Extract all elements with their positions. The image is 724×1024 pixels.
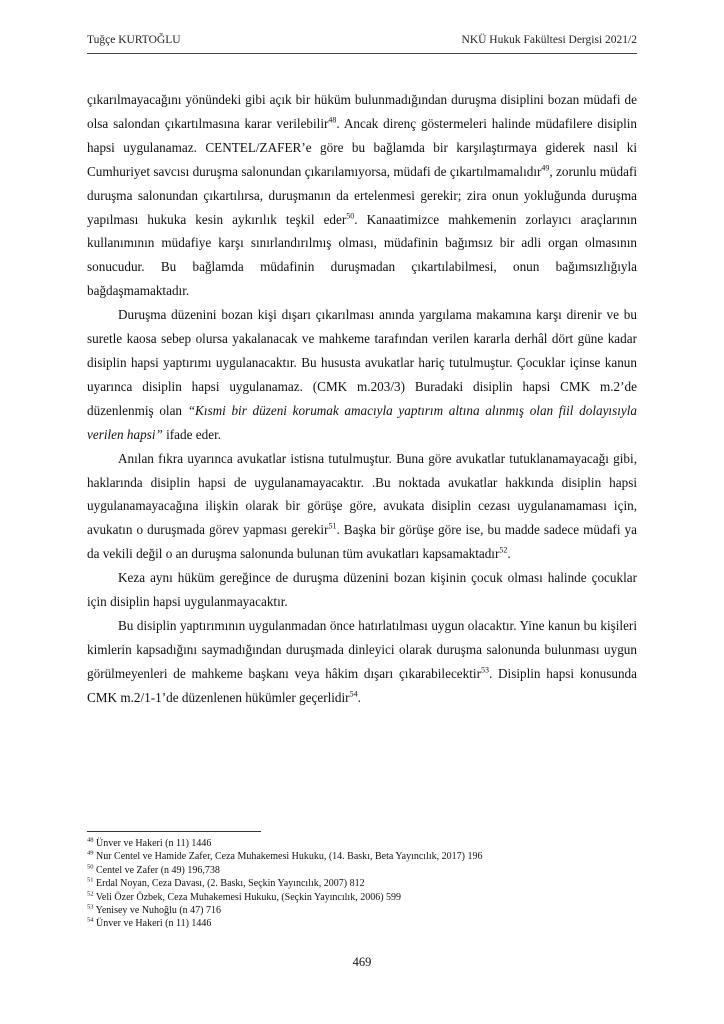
paragraph	[87, 566, 637, 614]
body-text	[87, 88, 637, 710]
footnote-text: Erdal Noyan, Ceza Davası, (2. Baskı, Seçkin Yayıncılık, 2007) 812	[93, 878, 365, 890]
footnote	[87, 904, 637, 917]
footnote-text: Centel ve Zafer (n 49) 196,738	[93, 864, 220, 876]
footnote-ref[interactable]: 48	[328, 115, 337, 125]
footnote-number: 51	[87, 876, 94, 884]
footnote-ref[interactable]: 49	[541, 163, 550, 173]
footnote	[87, 864, 637, 877]
paragraph	[87, 88, 637, 303]
paragraph-text: , zorunlu müdafi duruşma salonundan çıkartılırsa, duruşmanın da ertelenmesi gerekir; zira onun yokluğunda duruşma yapılması hukuka kesin aykırılık teşkil eder	[87, 163, 637, 227]
footnote-ref[interactable]: 50	[346, 211, 355, 221]
footnote-number: 48	[87, 836, 94, 844]
footnote-text: Nur Centel ve Hamide Zafer, Ceza Muhakemesi Hukuku, (14. Baskı, Beta Yayıncılık, 2017) 196	[93, 851, 483, 863]
paragraph-text: Bu disiplin yaptırımının uygulanmadan önce hatırlatılması uygun olacaktır. Yine kanun bu kişileri kimlerin kapsadığını saymadığından duruşmada dinleyici olarak duruşma salonunda bulunması uygun görülmeyenleri de mahkeme başkanı veya hâkim dışarı çıkarabilecektir	[87, 617, 637, 681]
header-divider	[87, 53, 637, 54]
paragraph-text: .	[507, 546, 511, 562]
page-number: 469	[352, 955, 372, 969]
footnote	[87, 837, 637, 850]
footnotes	[87, 837, 637, 931]
footnote-text: Ünver ve Hakeri (n 11) 1446	[93, 838, 212, 849]
paragraph-text: . Kanaatimizce mahkemenin zorlayıcı araçlarının kullanımının müdafiye karşı sınırlandırılmış olması, müdafinin bağımsız bir adli organ olmasının sonucudur. Bu bağlamda müdafinin duruşmadan çıkartılabilmesi, onun bağımsızlığıyla bağdaşmamaktadır.	[87, 211, 637, 299]
paragraph-text: .	[357, 689, 361, 705]
footnote-text: Ünver ve Hakeri (n 11) 1446	[93, 918, 212, 930]
footnote-divider	[87, 831, 261, 832]
paragraph-text: çıkarılmayacağını yönündeki gibi açık bir hüküm bulunmadığından duruşma disiplini bozan müdafi de olsa salondan çıkartılmasına karar verilebilir	[87, 92, 637, 131]
footnote-number: 50	[87, 863, 94, 871]
footnote	[87, 917, 637, 930]
footnote-text: Yenisey ve Nuhoğlu (n 47) 716	[93, 905, 221, 917]
footnote-text: Veli Özer Özbek, Ceza Muhakemesi Hukuku, (Seçkin Yayıncılık, 2006) 599	[93, 891, 402, 903]
footnote-ref[interactable]: 52	[499, 545, 508, 555]
running-header	[87, 34, 637, 46]
paragraph-text: Duruşma düzenini bozan kişi dışarı çıkarılması anında yargılama makamına karşı direnir ve bu suretle kaosa sebep olursa yakalanacak ve mahkeme tarafından verilen kararla derhâl dört güne kadar disiplin hapsi yaptırımı uygulanacaktır. Bu hususta avukatlar hariç tutulmuştur. Çocuklar içinse kanun uyarınca disiplin hapsi uygulanamaz. (CMK m.203/3) Buradaki disiplin hapsi CMK m.2’de düzenlenmiş olan	[87, 307, 637, 418]
quoted-definition: “Kısmi bir düzeni korumak amacıyla yaptırım altına alınmış olan fiil dolayısıyla verilen hapsi”	[87, 402, 637, 442]
paragraph-text: . Ancak direnç göstermeleri halinde müdafilere disiplin hapsi uygulanamaz. CENTEL/ZAFER’e göre bu bağlamda bir karşılaştırmaya giderek nasıl ki Cumhuriyet savcısı duruşma salonundan çıkarılamıyorsa, müdafi de çıkartılmamalıdır	[87, 115, 637, 179]
footnote-number: 54	[87, 917, 94, 925]
footnote-number: 52	[87, 890, 94, 898]
paragraph-text: Anılan fıkra uyarınca avukatlar istisna tutulmuştur. Buna göre avukatlar tutuklanamayacağı gibi, haklarında disiplin hapsi de uygulanamayacaktır. .Bu noktada avukatlar hakkında disiplin hapsi uygulanamayacağına ilişkin olarak bir görüşe göre, avukata disiplin cezası uygulanamaması için, avukatın o duruşmada görev yapması gerekir	[87, 450, 637, 538]
header-journal: NKÜ Hukuk Fakültesi Dergisi 2021/2	[461, 34, 637, 46]
paragraph-text: ifade eder.	[162, 426, 222, 442]
paragraph-text: Keza aynı hüküm gereğince de duruşma düzenini bozan kişinin çocuk olması halinde çocuklar için disiplin hapsi uygulanmayacaktır.	[87, 570, 637, 610]
footnote-ref[interactable]: 54	[349, 689, 358, 699]
footnote	[87, 877, 637, 890]
paragraph-text: . Disiplin hapsi konusunda CMK m.2/1-1’de düzenlenen hükümler geçerlidir	[87, 665, 637, 705]
paragraph-text: . Başka bir görüşe göre ise, bu madde sadece müdafi ya da vekili değil o an duruşma salonunda bulunan tüm avukatları kapsamaktadır	[87, 522, 637, 562]
footnote-number: 49	[87, 850, 94, 858]
paragraph	[87, 614, 637, 710]
paragraph	[87, 303, 637, 446]
footnote-ref[interactable]: 51	[328, 521, 337, 531]
footnote	[87, 850, 637, 863]
paragraph	[87, 447, 637, 567]
footnote	[87, 891, 637, 904]
footnote-ref[interactable]: 53	[480, 665, 489, 675]
footnote-number: 53	[87, 903, 94, 911]
header-author: Tuğçe KURTOĞLU	[87, 34, 181, 46]
